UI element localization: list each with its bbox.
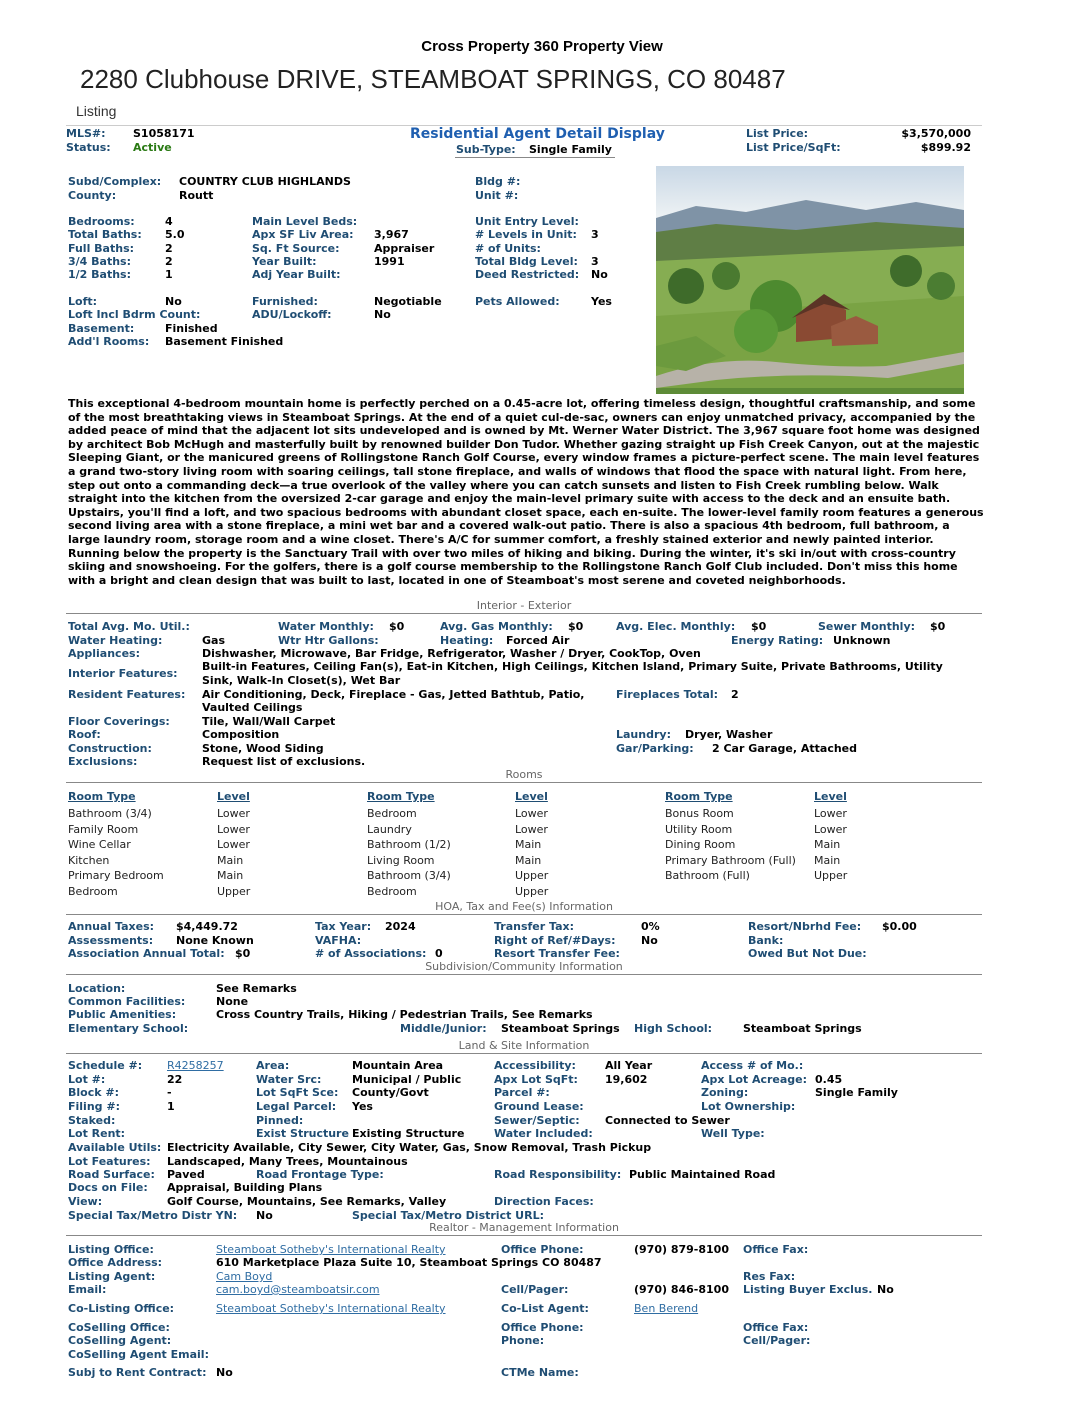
status-value: Active	[133, 141, 172, 154]
room-level: Lower	[217, 822, 250, 836]
room-type: Bedroom	[367, 885, 417, 898]
adu-label: ADU/Lockoff:	[252, 308, 332, 321]
utils-value: Electricity Available, City Sewer, City Water, Gas, Snow Removal, Trash Pickup	[167, 1141, 652, 1154]
room-type: Bedroom	[367, 807, 417, 820]
colist-agent-label: Co-List Agent:	[501, 1302, 589, 1315]
amenities-value: Cross Country Trails, Hiking / Pedestrian Trails, See Remarks	[216, 1008, 593, 1021]
lot-label: Lot #:	[68, 1073, 106, 1086]
util-label: Total Avg. Mo. Util.:	[68, 620, 190, 633]
lot-sqft-sce-label: Lot SqFt Sce:	[256, 1086, 339, 1099]
elementary-label: Elementary School:	[68, 1022, 189, 1035]
heating-value: Forced Air	[506, 634, 570, 647]
room-level: Main	[515, 853, 542, 867]
exclusions-value: Request list of exclusions.	[202, 755, 366, 768]
room-level: Upper	[217, 885, 251, 898]
section-land: Land & Site Information	[458, 1039, 590, 1052]
num-assoc-label: # of Associations:	[315, 947, 427, 960]
acreage-label: Apx Lot Acreage:	[701, 1073, 808, 1086]
adu-value: No	[374, 308, 391, 321]
fireplaces-label: Fireplaces Total:	[616, 688, 719, 701]
loft-label: Loft:	[68, 295, 98, 308]
bedrooms-label: Bedrooms:	[68, 215, 135, 228]
lot-features-label: Lot Features:	[68, 1155, 151, 1168]
transfer-tax-value: 0%	[641, 920, 660, 933]
utils-label: Available Utils:	[68, 1141, 162, 1154]
view-label: View:	[68, 1195, 103, 1208]
accessibility-value: All Year	[605, 1059, 653, 1072]
room-type: Living Room	[367, 853, 435, 867]
well-type-label: Well Type:	[701, 1127, 765, 1140]
room-type: Wine Cellar	[68, 838, 131, 852]
rooms-col1-level-header: Level	[217, 790, 250, 803]
units-label: # of Units:	[475, 242, 541, 255]
room-level: Lower	[814, 822, 847, 836]
water-heating-value: Gas	[202, 634, 225, 647]
price-sqft: $899.92	[920, 141, 971, 154]
elec-monthly-label: Avg. Elec. Monthly:	[616, 620, 736, 633]
vafha-label: VAFHA:	[315, 934, 362, 947]
subtype-value: Single Family	[529, 143, 612, 156]
room-type: Laundry	[367, 822, 412, 836]
property-remarks: This exceptional 4-bedroom mountain home is perfectly perched on a 0.45-acre lot, offering timeless design, thoughtful craftsmanship, and some of the most breathtaking views in Steamboat Springs. At the end of a quiet cul-de-sac, owners can enjoy unmatched privacy, accompanied by the added peace of mind that the adjacent lot sits undeveloped and is owned by Mt. Werner Water District. The 3,967 square foot home was designed by architect Bob McHugh and masterfully built by renowned builder Don Tudor. Whether gazing straight up Fish Creek Canyon, out at the majestic Sleeping Giant, or the manicured greens of Rollingstone Ranch Golf Course, every window frames a picture-perfect scene. The main level features a grand two-story living room with soaring ceilings, tall stone fireplace, and walls of windows that flood the space with natural light. From here, step out onto a commanding deck—a true overlook of the valley where you can catch sunsets and listen to Fish Creek rumbling below. Walk straight into the kitchen from the oversized 2-car garage and enjoy the main-level primary suite with access to the deck and an ensuite bath. Upstairs, you'll find a loft, and two spacious bedrooms with abundant closet space, each en-suite. The lower-level family room features a generous second living area with a stone fireplace, a mini wet bar and a covered walk-out patio. There is also a spacious 4th bedroom, full bathroom, a large laundry room, storage room and a wine closet. There's A/C for summer comfort, a freshly stained exterior and newly painted interior. Running below the property is the Sanctuary Trail with over two miles of hiking and biking. During the winter, it's ski in/out with cross-country skiing and snowshoeing. For the golfers, there is a golf course membership to the Rollingstone Ranch Golf Club included. Don't miss this home with a bright and clean design that was built to last, located in one of Steamboat's most serene and coveted neighborhoods.	[68, 397, 984, 587]
heating-label: Heating:	[440, 634, 494, 647]
direction-label: Direction Faces:	[494, 1195, 594, 1208]
furnished-value: Negotiable	[374, 295, 442, 308]
water-heating-label: Water Heating:	[68, 634, 163, 647]
mls-number: S1058171	[133, 127, 195, 140]
property-address: 2280 Clubhouse DRIVE, STEAMBOAT SPRINGS, CO 80487	[80, 64, 786, 94]
coselling-phone-label: Phone:	[501, 1334, 545, 1347]
deed-label: Deed Restricted:	[475, 268, 580, 281]
legal-value: Yes	[352, 1100, 373, 1113]
resident-features-value-2: Vaulted Ceilings	[202, 701, 303, 714]
half-baths-value: 1	[165, 268, 173, 281]
special-tax-url-label: Special Tax/Metro District URL:	[352, 1209, 544, 1222]
exclusions-label: Exclusions:	[68, 755, 138, 768]
full-baths-value: 2	[165, 242, 173, 255]
bldg-label: Bldg #:	[475, 175, 521, 188]
subtype-label: Sub-Type:	[456, 143, 516, 156]
office-fax-label: Office Fax:	[743, 1243, 809, 1256]
list-price-label: List Price:	[746, 127, 809, 140]
colist-office-label: Co-Listing Office:	[68, 1302, 175, 1315]
block-value: -	[167, 1086, 172, 1099]
buyer-exclus-label: Listing Buyer Exclus.	[743, 1283, 873, 1296]
docs-label: Docs on File:	[68, 1181, 148, 1194]
owed-label: Owed But Not Due:	[748, 947, 867, 960]
special-tax-yn-label: Special Tax/Metro Distr YN:	[68, 1209, 238, 1222]
road-resp-label: Road Responsibility:	[494, 1168, 622, 1181]
assoc-total-label: Association Annual Total:	[68, 947, 225, 960]
cell-pager-value: (970) 846-8100	[634, 1283, 729, 1296]
lot-ownership-label: Lot Ownership:	[701, 1100, 796, 1113]
pets-value: Yes	[591, 295, 612, 308]
exist-label: Exist Structure	[256, 1127, 349, 1140]
section-subdivision: Subdivision/Community Information	[425, 960, 623, 973]
basement-label: Basement:	[68, 322, 135, 335]
total-bldg-label: Total Bldg Level:	[475, 255, 578, 268]
room-type: Bathroom (Full)	[665, 869, 750, 883]
transfer-tax-label: Transfer Tax:	[494, 920, 575, 933]
status-label: Status:	[66, 141, 111, 154]
resident-features-value-1: Air Conditioning, Deck, Fireplace - Gas, Jetted Bathtub, Patio,	[202, 688, 585, 701]
interior-features-label: Interior Features:	[68, 667, 178, 680]
floor-label: Floor Coverings:	[68, 715, 170, 728]
total-bldg-value: 3	[591, 255, 599, 268]
roof-label: Roof:	[68, 728, 101, 741]
num-assoc-value: 0	[435, 947, 443, 960]
pets-label: Pets Allowed:	[475, 295, 560, 308]
room-type: Primary Bathroom (Full)	[665, 853, 796, 867]
room-level: Lower	[217, 838, 250, 852]
room-level: Lower	[217, 807, 250, 820]
basement-value: Finished	[165, 322, 218, 335]
coselling-office-label: CoSelling Office:	[68, 1321, 170, 1334]
property-photo[interactable]	[656, 166, 964, 394]
resort-transfer-label: Resort Transfer Fee:	[494, 947, 620, 960]
colist-office-link[interactable]: Steamboat Sotheby's International Realty	[216, 1302, 446, 1315]
water-src-value: Municipal / Public	[352, 1073, 462, 1086]
wtr-gallons-label: Wtr Htr Gallons:	[278, 634, 379, 647]
room-level: Lower	[515, 822, 548, 836]
three-quarter-baths-value: 2	[165, 255, 173, 268]
total-baths-label: Total Baths:	[68, 228, 142, 241]
taxes-value: $4,449.72	[176, 920, 238, 933]
room-type: Utility Room	[665, 822, 733, 836]
rooms-col3-type-header: Room Type	[665, 790, 733, 803]
laundry-label: Laundry:	[616, 728, 671, 741]
water-src-label: Water Src:	[256, 1073, 322, 1086]
half-baths-label: 1/2 Baths:	[68, 268, 131, 281]
garage-label: Gar/Parking:	[616, 742, 694, 755]
bedrooms-value: 4	[165, 215, 173, 228]
access-months-label: Access # of Mo.:	[701, 1059, 804, 1072]
acreage-value: 0.45	[815, 1073, 843, 1086]
rooms-col3-level-header: Level	[814, 790, 847, 803]
staked-label: Staked:	[68, 1114, 116, 1127]
section-realtor: Realtor - Management Information	[429, 1221, 619, 1234]
coselling-fax-label: Office Fax:	[743, 1321, 809, 1334]
list-price: $3,570,000	[901, 127, 971, 140]
office-phone-label: Office Phone:	[501, 1243, 584, 1256]
sewer-monthly-label: Sewer Monthly:	[818, 620, 916, 633]
rent-contract-label: Subj to Rent Contract:	[68, 1366, 207, 1379]
energy-label: Energy Rating:	[731, 634, 824, 647]
colist-agent-link[interactable]: Ben Berend	[634, 1302, 699, 1315]
resort-fee-label: Resort/Nbrhd Fee:	[748, 920, 862, 933]
fireplaces-value: 2	[731, 688, 739, 701]
levels-label: # Levels in Unit:	[475, 228, 577, 241]
road-surface-value: Paved	[167, 1168, 205, 1181]
apx-lot-sqft-value: 19,602	[605, 1073, 648, 1086]
coselling-email-label: CoSelling Agent Email:	[68, 1348, 209, 1361]
price-sqft-label: List Price/SqFt:	[746, 141, 841, 154]
common-label: Common Facilities:	[68, 995, 186, 1008]
listing-agent-link[interactable]: Cam Boyd	[216, 1270, 273, 1283]
total-baths-value: 5.0	[165, 228, 185, 241]
common-value: None	[216, 995, 249, 1008]
sewer-septic-value: Connected to Sewer	[605, 1114, 730, 1127]
room-level: Main	[217, 869, 244, 883]
amenities-label: Public Amenities:	[68, 1008, 177, 1021]
rooms-col2-level-header: Level	[515, 790, 548, 803]
ctme-label: CTMe Name:	[501, 1366, 579, 1379]
lot-features-value: Landscaped, Many Trees, Mountainous	[167, 1155, 408, 1168]
year-built-label: Year Built:	[252, 255, 317, 268]
listing-office-link[interactable]: Steamboat Sotheby's International Realty	[216, 1243, 446, 1256]
room-level: Lower	[814, 807, 847, 820]
section-rooms: Rooms	[505, 768, 543, 781]
resort-fee-value: $0.00	[882, 920, 917, 933]
rooms-col2-type-header: Room Type	[367, 790, 435, 803]
rofr-value: No	[641, 934, 658, 947]
laundry-value: Dryer, Washer	[685, 728, 773, 741]
room-type: Kitchen	[68, 853, 110, 867]
area-label: Area:	[256, 1059, 290, 1072]
listing-agent-label: Listing Agent:	[68, 1270, 156, 1283]
three-quarter-baths-label: 3/4 Baths:	[68, 255, 131, 268]
rooms-col1-type-header: Room Type	[68, 790, 136, 803]
res-fax-label: Res Fax:	[743, 1270, 796, 1283]
section-interior-exterior: Interior - Exterior	[476, 599, 572, 612]
taxes-label: Annual Taxes:	[68, 920, 155, 933]
room-type: Bathroom (3/4)	[367, 869, 451, 883]
full-baths-label: Full Baths:	[68, 242, 135, 255]
lot-value: 22	[167, 1073, 183, 1086]
pinned-label: Pinned:	[256, 1114, 304, 1127]
high-value: Steamboat Springs	[743, 1022, 862, 1035]
block-label: Block #:	[68, 1086, 119, 1099]
year-built-value: 1991	[374, 255, 405, 268]
loft-value: No	[165, 295, 182, 308]
room-type: Dining Room	[665, 838, 736, 852]
sqft-source-value: Appraiser	[374, 242, 435, 255]
addl-rooms-label: Add'l Rooms:	[68, 335, 150, 348]
area-value: Mountain Area	[352, 1059, 444, 1072]
unit-entry-label: Unit Entry Level:	[475, 215, 579, 228]
tax-year-value: 2024	[385, 920, 416, 933]
sewer-septic-label: Sewer/Septic:	[494, 1114, 580, 1127]
assessments-label: Assessments:	[68, 934, 154, 947]
room-level: Upper	[515, 869, 549, 883]
garage-value: 2 Car Garage, Attached	[712, 742, 858, 755]
gas-monthly-value: $0	[568, 620, 584, 633]
roof-value: Composition	[202, 728, 280, 741]
schedule-label: Schedule #:	[68, 1059, 143, 1072]
mls-label: MLS#:	[66, 127, 106, 140]
accessibility-label: Accessibility:	[494, 1059, 576, 1072]
addl-rooms-value: Basement Finished	[165, 335, 284, 348]
county-label: County:	[68, 189, 117, 202]
zoning-label: Zoning:	[701, 1086, 749, 1099]
room-type: Family Room	[68, 822, 139, 836]
room-type: Bedroom	[68, 885, 118, 898]
gas-monthly-label: Avg. Gas Monthly:	[440, 620, 553, 633]
page-header-title: Cross Property 360 Property View	[421, 38, 663, 55]
filing-value: 1	[167, 1100, 175, 1113]
room-type: Bathroom (1/2)	[367, 838, 451, 852]
appliances-value: Dishwasher, Microwave, Bar Fridge, Refrigerator, Washer / Dryer, CookTop, Oven	[202, 647, 701, 660]
room-level: Main	[217, 853, 244, 867]
special-tax-yn-value: No	[256, 1209, 273, 1222]
resident-features-label: Resident Features:	[68, 688, 186, 701]
room-type: Bathroom (3/4)	[68, 807, 152, 820]
road-frontage-label: Road Frontage Type:	[256, 1168, 384, 1181]
coselling-office-phone-label: Office Phone:	[501, 1321, 584, 1334]
rofr-label: Right of Ref/#Days:	[494, 934, 616, 947]
room-level: Main	[814, 853, 841, 867]
interior-features-value-2: Sink, Walk-In Closet(s), Wet Bar	[202, 674, 401, 687]
docs-value: Appraisal, Building Plans	[167, 1181, 323, 1194]
email-label: Email:	[68, 1283, 107, 1296]
apx-lot-sqft-label: Apx Lot SqFt:	[494, 1073, 578, 1086]
room-level: Upper	[814, 869, 848, 883]
floor-value: Tile, Wall/Wall Carpet	[202, 715, 336, 728]
room-type: Bonus Room	[665, 807, 734, 820]
road-surface-label: Road Surface:	[68, 1168, 155, 1181]
middle-value: Steamboat Springs	[501, 1022, 620, 1035]
zoning-value: Single Family	[815, 1086, 898, 1099]
office-address-value: 610 Marketplace Plaza Suite 10, Steamboat Springs CO 80487	[216, 1256, 602, 1269]
view-value: Golf Course, Mountains, See Remarks, Valley	[167, 1195, 447, 1208]
location-value: See Remarks	[216, 982, 297, 995]
tax-year-label: Tax Year:	[315, 920, 372, 933]
room-type: Primary Bedroom	[68, 869, 164, 883]
levels-value: 3	[591, 228, 599, 241]
appliances-label: Appliances:	[68, 647, 140, 660]
buyer-exclus-value: No	[877, 1283, 894, 1296]
county-value: Routt	[179, 189, 214, 202]
adj-year-label: Adj Year Built:	[252, 268, 341, 281]
bank-label: Bank:	[748, 934, 784, 947]
schedule-link[interactable]: R4258257	[167, 1059, 224, 1072]
construction-value: Stone, Wood Siding	[202, 742, 324, 755]
exist-value: Existing Structure	[352, 1127, 465, 1140]
elec-monthly-value: $0	[751, 620, 767, 633]
subd-value: COUNTRY CLUB HIGHLANDS	[179, 175, 351, 188]
subd-label: Subd/Complex:	[68, 175, 162, 188]
coselling-agent-label: CoSelling Agent:	[68, 1334, 172, 1347]
room-level: Main	[814, 838, 841, 852]
lot-rent-label: Lot Rent:	[68, 1127, 126, 1140]
room-level: Main	[515, 838, 542, 852]
water-monthly-value: $0	[389, 620, 405, 633]
high-label: High School:	[634, 1022, 713, 1035]
furnished-label: Furnished:	[252, 295, 318, 308]
filing-label: Filing #:	[68, 1100, 120, 1113]
agent-email-link[interactable]: cam.boyd@steamboatsir.com	[216, 1283, 380, 1296]
main-beds-label: Main Level Beds:	[252, 215, 358, 228]
coselling-cell-label: Cell/Pager:	[743, 1334, 811, 1347]
office-phone-value: (970) 879-8100	[634, 1243, 729, 1256]
deed-value: No	[591, 268, 608, 281]
assoc-total-value: $0	[235, 947, 251, 960]
cell-pager-label: Cell/Pager:	[501, 1283, 569, 1296]
section-hoa: HOA, Tax and Fee(s) Information	[435, 900, 613, 913]
unit-label: Unit #:	[475, 189, 519, 202]
listing-office-label: Listing Office:	[68, 1243, 154, 1256]
assessments-value: None Known	[176, 934, 254, 947]
apx-sf-label: Apx SF Liv Area:	[252, 228, 354, 241]
listing-label: Listing	[76, 103, 117, 119]
office-address-label: Office Address:	[68, 1256, 163, 1269]
legal-label: Legal Parcel:	[256, 1100, 337, 1113]
water-included-label: Water Included:	[494, 1127, 593, 1140]
sqft-source-label: Sq. Ft Source:	[252, 242, 340, 255]
display-title: Residential Agent Detail Display	[410, 126, 665, 142]
rent-contract-value: No	[216, 1366, 233, 1379]
apx-sf-value: 3,967	[374, 228, 409, 241]
lot-sqft-sce-value: County/Govt	[352, 1086, 429, 1099]
ground-lease-label: Ground Lease:	[494, 1100, 584, 1113]
energy-value: Unknown	[833, 634, 891, 647]
room-level: Upper	[515, 885, 549, 898]
room-level: Lower	[515, 807, 548, 820]
sewer-monthly-value: $0	[930, 620, 946, 633]
loft-bdrm-label: Loft Incl Bdrm Count:	[68, 308, 201, 321]
road-resp-value: Public Maintained Road	[629, 1168, 776, 1181]
middle-label: Middle/Junior:	[400, 1022, 487, 1035]
location-label: Location:	[68, 982, 126, 995]
interior-features-value-1: Built-in Features, Ceiling Fan(s), Eat-in Kitchen, High Ceilings, Kitchen Island, Primary Suite, Private Bathrooms, Utility	[202, 660, 943, 673]
construction-label: Construction:	[68, 742, 152, 755]
parcel-label: Parcel #:	[494, 1086, 550, 1099]
water-monthly-label: Water Monthly:	[278, 620, 374, 633]
